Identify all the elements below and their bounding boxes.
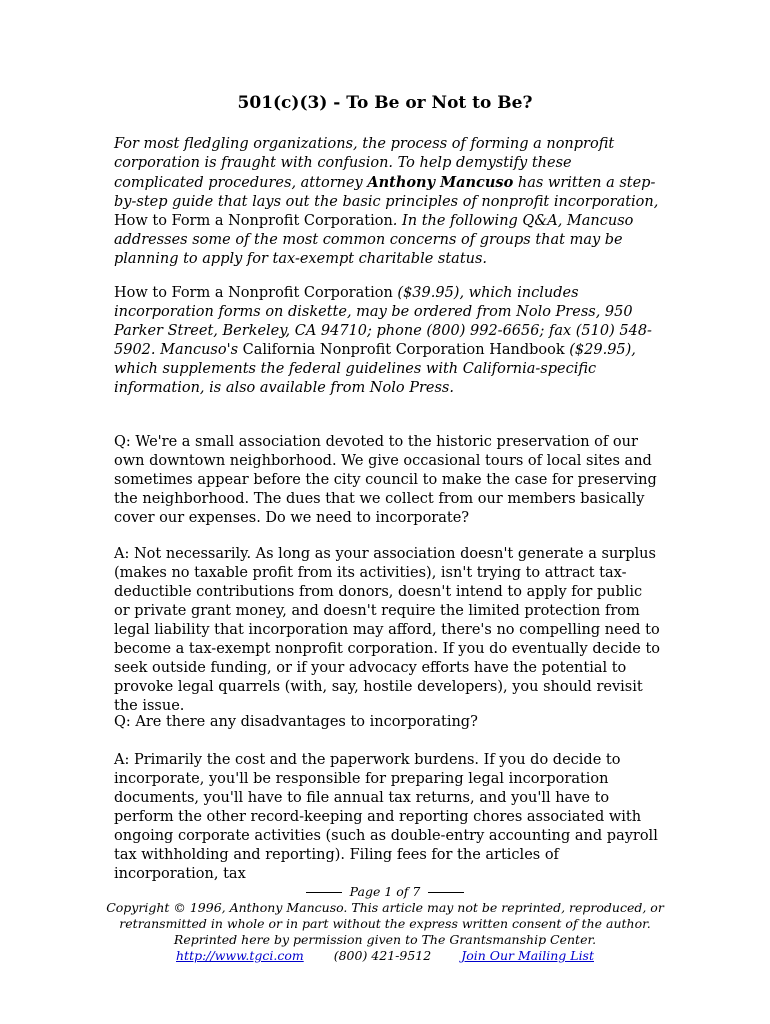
question-2: Q: Are there any disadvantages to incorporating? (114, 714, 478, 730)
divider (428, 892, 464, 893)
phone-number: (800) 421-9512 (333, 948, 432, 963)
ordering-paragraph (114, 284, 660, 398)
intro-text-a: For most fledgling organizations, the process of forming a nonprofit corporation is fraught with confusion. To help demystify these complicated procedures, attorney (114, 136, 615, 191)
book-title: How to Form a Nonprofit Corporation (114, 285, 393, 301)
copyright-line-2: retransmitted in whole or in part without the express written consent of the author. (119, 916, 651, 931)
author-name: Anthony Mancuso (367, 174, 514, 191)
question-1: Q: We're a small association devoted to the historic preservation of our own downtown neighborhood. We give occasional tours of local sites and sometimes appear before the city council to make the case for preserving the neighborhood. The dues that we collect from our members basically cover our expenses. Do we need to incorporate? (114, 434, 657, 526)
page-title: 501(c)(3) - To Be or Not to Be? (237, 93, 533, 113)
book-title: How to Form a Nonprofit Corporation (114, 213, 393, 229)
answer-1: A: Not necessarily. As long as your association doesn't generate a surplus (makes no taxable profit from its activities), isn't trying to attract tax-deductible contributions from donors, doesn't intend to apply for public or private grant money, and doesn't require the limited protection from legal liability that incorporation may afford, there's no compelling need to become a tax-exempt nonprofit corporation. If you do eventually decide to seek outside funding, or if your advocacy efforts have the potential to provoke legal quarrels (with, say, hostile developers), you should revisit the issue. (114, 546, 661, 714)
answer-2: A: Primarily the cost and the paperwork burdens. If you do decide to incorporate, you'll be responsible for preparing legal incorporation documents, you'll have to file annual tax returns, and you'll have to perform the other record-keeping and reporting chores associated with ongoing corporate activities (such as double-entry accounting and payroll tax withholding and reporting). Filing fees for the articles of incorporation, tax (114, 752, 658, 882)
intro-text-c: . In the following Q&A, Mancuso addresses some of the most common concerns of groups that may be planning to apply for tax-exempt charitable status. (114, 213, 634, 267)
page-number-line (0, 884, 770, 900)
intro-paragraph (114, 135, 660, 269)
copyright-line: Copyright © 1996, Anthony Mancuso. This article may not be reprinted, reproduced, or (106, 900, 664, 915)
mailing-list-link[interactable]: Join Our Mailing List (461, 948, 594, 963)
contact-line (0, 948, 770, 964)
handbook-title: California Nonprofit Corporation Handbook (242, 342, 565, 358)
ordering-text-a: ($39.95), which includes incorporation forms on diskette, may be ordered from Nolo Press, 950 Parker Street, Berkeley, CA 94710; phone (800) 992-6656; fax (510) 548-5902. Mancuso's (114, 285, 652, 358)
page-number: Page 1 of 7 (349, 884, 421, 899)
website-link[interactable]: http://www.tgci.com (176, 948, 304, 963)
ordering-text-b: ($29.95), which supplements the federal guidelines with California-specific information, is also available from Nolo Press. (114, 342, 636, 396)
page-footer (0, 884, 770, 964)
reprint-notice: Reprinted here by permission given to The Grantsmanship Center. (173, 932, 597, 947)
intro-text-b: has written a step-by-step guide that lays out the basic principles of nonprofit incorporation, (114, 175, 659, 210)
divider (306, 892, 342, 893)
